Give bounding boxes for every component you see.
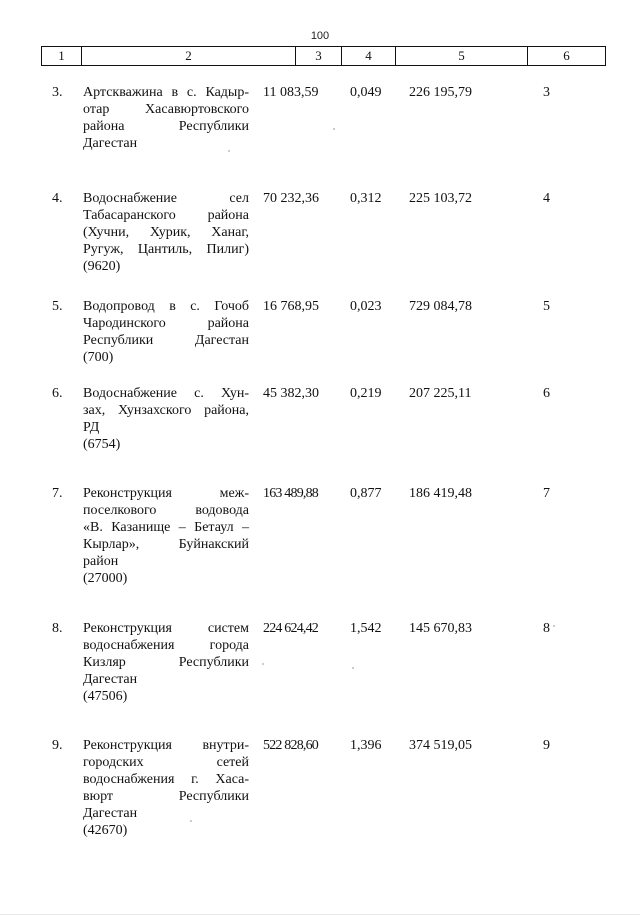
row-number: 8.: [52, 621, 63, 636]
object-name-line: городских сетей: [83, 755, 249, 770]
object-name-line: района Республики: [83, 119, 249, 134]
cost-value: 70 232,36: [263, 191, 319, 206]
object-name-line: Водоснабжение сел: [83, 191, 249, 206]
column-header-cell: 2: [82, 47, 296, 66]
scan-speck: [262, 663, 264, 665]
object-name: [83, 737, 249, 839]
object-name-line: (27000): [83, 571, 128, 586]
column-header-cell: 5: [396, 47, 528, 66]
object-name-line: Водоснабжение с. Хун-: [83, 386, 249, 401]
row-number: 6.: [52, 386, 63, 401]
row-number: 5.: [52, 299, 63, 314]
object-name-line: (47506): [83, 689, 128, 704]
capacity-value: 0,219: [350, 386, 382, 401]
object-name-line: Кырлар», Буйнакский: [83, 537, 249, 552]
object-name-line: (42670): [83, 823, 128, 838]
scan-speck: [553, 625, 555, 627]
object-name-line: Ругуж, Цантиль, Пилиг): [83, 242, 249, 257]
column-header-table: [41, 46, 606, 66]
cost-value: 163 489,88: [263, 486, 319, 501]
column-six-value: 5: [543, 299, 550, 314]
object-name-line: Водопровод в с. Гочоб: [83, 299, 249, 314]
column-header-row: [42, 47, 606, 66]
unit-cost-value: 186 419,48: [409, 486, 472, 501]
object-name-line: (700): [83, 350, 114, 365]
object-name: [83, 84, 249, 152]
column-header-cell: 6: [528, 47, 606, 66]
cost-value: 224 624,42: [263, 621, 319, 636]
object-name-line: Реконструкция меж-: [83, 486, 249, 501]
object-name-line: район: [83, 554, 119, 569]
scan-edge: [0, 914, 640, 915]
object-name-line: РД: [83, 420, 100, 435]
object-name-line: Дагестан: [83, 672, 138, 687]
cost-value: 11 083,59: [263, 85, 319, 100]
object-name-line: Реконструкция внутри-: [83, 738, 249, 753]
scan-speck: [190, 820, 192, 822]
object-name-line: Дагестан: [83, 806, 138, 821]
object-name-line: Чародинского района: [83, 316, 249, 331]
cost-value: 45 382,30: [263, 386, 319, 401]
unit-cost-value: 374 519,05: [409, 738, 472, 753]
row-number: 9.: [52, 738, 63, 753]
object-name-line: водоснабжения города: [83, 638, 249, 653]
column-six-value: 8: [543, 621, 550, 636]
object-name-line: Табасаранского района: [83, 208, 249, 223]
object-name-line: отар Хасавюртовского: [83, 102, 249, 117]
column-six-value: 9: [543, 738, 550, 753]
object-name-line: Кизляр Республики: [83, 655, 249, 670]
column-six-value: 7: [543, 486, 550, 501]
object-name: [83, 620, 249, 705]
object-name: [83, 298, 249, 366]
column-six-value: 4: [543, 191, 550, 206]
scan-speck: [333, 128, 335, 130]
object-name-line: Республики Дагестан: [83, 333, 249, 348]
object-name-line: поселкового водовода: [83, 503, 249, 518]
object-name-line: (Хучни, Хурик, Ханаг,: [83, 225, 249, 240]
object-name-line: водоснабжения г. Хаса-: [83, 772, 249, 787]
row-number: 3.: [52, 85, 63, 100]
object-name: [83, 485, 249, 587]
column-header-cell: 1: [42, 47, 82, 66]
page-number: 100: [310, 30, 330, 42]
object-name-line: Артскважина в с. Кадыр-: [83, 85, 249, 100]
unit-cost-value: 207 225,11: [409, 386, 472, 401]
object-name-line: вюрт Республики: [83, 789, 249, 804]
row-number: 7.: [52, 486, 63, 501]
object-name-line: (6754): [83, 437, 121, 452]
column-six-value: 6: [543, 386, 550, 401]
row-number: 4.: [52, 191, 63, 206]
object-name-line: Дагестан: [83, 136, 138, 151]
unit-cost-value: 729 084,78: [409, 299, 472, 314]
capacity-value: 1,396: [350, 738, 382, 753]
capacity-value: 0,049: [350, 85, 382, 100]
object-name-line: «В. Казанище – Бетаул –: [83, 520, 249, 535]
object-name-line: зах, Хунзахского района,: [83, 403, 249, 418]
unit-cost-value: 226 195,79: [409, 85, 472, 100]
column-header-cell: 4: [342, 47, 396, 66]
capacity-value: 1,542: [350, 621, 382, 636]
object-name-line: Реконструкция систем: [83, 621, 249, 636]
capacity-value: 0,877: [350, 486, 382, 501]
cost-value: 522 828,60: [263, 738, 319, 753]
unit-cost-value: 145 670,83: [409, 621, 472, 636]
column-header-cell: 3: [296, 47, 342, 66]
object-name-line: (9620): [83, 259, 121, 274]
capacity-value: 0,312: [350, 191, 382, 206]
scan-speck: [352, 667, 354, 669]
cost-value: 16 768,95: [263, 299, 319, 314]
unit-cost-value: 225 103,72: [409, 191, 472, 206]
scan-speck: [228, 150, 230, 152]
object-name: [83, 190, 249, 275]
object-name: [83, 385, 249, 453]
column-six-value: 3: [543, 85, 550, 100]
capacity-value: 0,023: [350, 299, 382, 314]
